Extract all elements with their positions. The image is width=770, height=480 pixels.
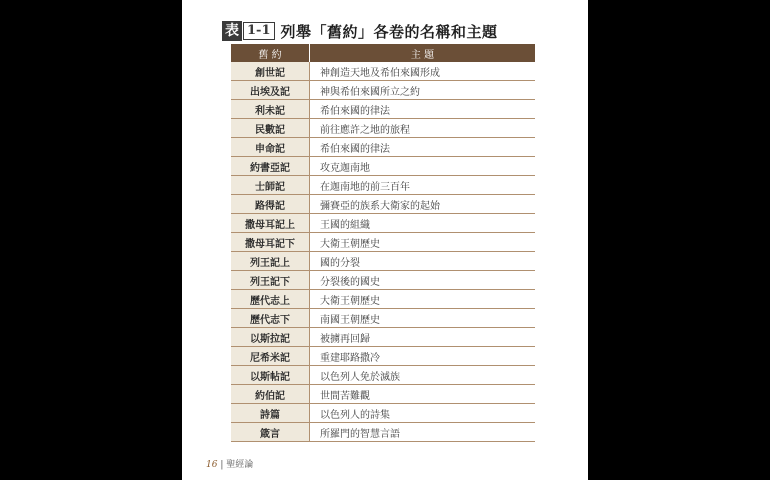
footer-separator: | — [220, 460, 227, 470]
book-name-cell: 創世記 — [231, 62, 310, 81]
table-title-text: 列舉「舊約」各卷的名稱和主題 — [280, 22, 498, 41]
book-theme-cell: 大衛王朝歷史 — [310, 233, 536, 252]
table-row — [231, 119, 535, 138]
table-row — [231, 195, 535, 214]
book-name-cell: 詩篇 — [231, 404, 310, 423]
book-theme-cell: 前往應許之地的旅程 — [310, 119, 536, 138]
book-theme-cell: 彌賽亞的族系大衛家的起始 — [310, 195, 536, 214]
column-header-book: 舊 約 — [231, 44, 310, 62]
table-row — [231, 271, 535, 290]
book-theme-cell: 王國的組織 — [310, 214, 536, 233]
book-theme-cell: 所羅門的智慧言語 — [310, 423, 536, 442]
book-name-cell: 約書亞記 — [231, 157, 310, 176]
book-name-cell: 列王記下 — [231, 271, 310, 290]
page-footer — [206, 457, 253, 470]
table-row — [231, 347, 535, 366]
book-theme-cell: 攻克迦南地 — [310, 157, 536, 176]
book-name-cell: 尼希米記 — [231, 347, 310, 366]
table-row — [231, 81, 535, 100]
table-row — [231, 309, 535, 328]
book-name-cell: 撒母耳記上 — [231, 214, 310, 233]
table-header-row — [231, 44, 535, 62]
table-row — [231, 252, 535, 271]
table-row — [231, 290, 535, 309]
book-theme-cell: 神創造天地及希伯來國形成 — [310, 62, 536, 81]
book-theme-cell: 希伯來國的律法 — [310, 138, 536, 157]
table-row — [231, 404, 535, 423]
table-label: 表 — [222, 21, 242, 41]
table-title — [222, 20, 498, 42]
book-name-cell: 約伯記 — [231, 385, 310, 404]
table-row — [231, 385, 535, 404]
book-theme-cell: 重建耶路撒冷 — [310, 347, 536, 366]
table-row — [231, 366, 535, 385]
book-theme-cell: 國的分裂 — [310, 252, 536, 271]
book-name-cell: 撒母耳記下 — [231, 233, 310, 252]
table-row — [231, 62, 535, 81]
book-name-cell: 箴言 — [231, 423, 310, 442]
table-row — [231, 328, 535, 347]
book-name-cell: 路得記 — [231, 195, 310, 214]
book-theme-cell: 希伯來國的律法 — [310, 100, 536, 119]
book-name-cell: 申命記 — [231, 138, 310, 157]
table-number: 1-1 — [243, 22, 275, 40]
book-theme-cell: 在迦南地的前三百年 — [310, 176, 536, 195]
document-page — [182, 0, 588, 480]
book-name-cell: 以斯帖記 — [231, 366, 310, 385]
book-name-cell: 歷代志下 — [231, 309, 310, 328]
book-theme-cell: 被擄再回歸 — [310, 328, 536, 347]
book-theme-cell: 以色列人免於滅族 — [310, 366, 536, 385]
book-theme-cell: 以色列人的詩集 — [310, 404, 536, 423]
table-row — [231, 214, 535, 233]
table-row — [231, 423, 535, 442]
book-theme-cell: 大衛王朝歷史 — [310, 290, 536, 309]
book-name-cell: 列王記上 — [231, 252, 310, 271]
book-theme-cell: 南國王朝歷史 — [310, 309, 536, 328]
book-name-cell: 利未記 — [231, 100, 310, 119]
table-row — [231, 176, 535, 195]
book-title: 聖經論 — [226, 460, 254, 470]
column-header-theme: 主 題 — [310, 44, 536, 62]
book-name-cell: 士師記 — [231, 176, 310, 195]
book-name-cell: 歷代志上 — [231, 290, 310, 309]
book-name-cell: 以斯拉記 — [231, 328, 310, 347]
book-theme-cell: 世間苦難觀 — [310, 385, 536, 404]
book-name-cell: 民數記 — [231, 119, 310, 138]
table-row — [231, 233, 535, 252]
table-row — [231, 100, 535, 119]
table-row — [231, 138, 535, 157]
book-name-cell: 出埃及記 — [231, 81, 310, 100]
table-row — [231, 157, 535, 176]
book-theme-cell: 神與希伯來國所立之約 — [310, 81, 536, 100]
book-theme-cell: 分裂後的國史 — [310, 271, 536, 290]
page-number: 16 — [206, 460, 218, 470]
books-table — [231, 44, 535, 442]
